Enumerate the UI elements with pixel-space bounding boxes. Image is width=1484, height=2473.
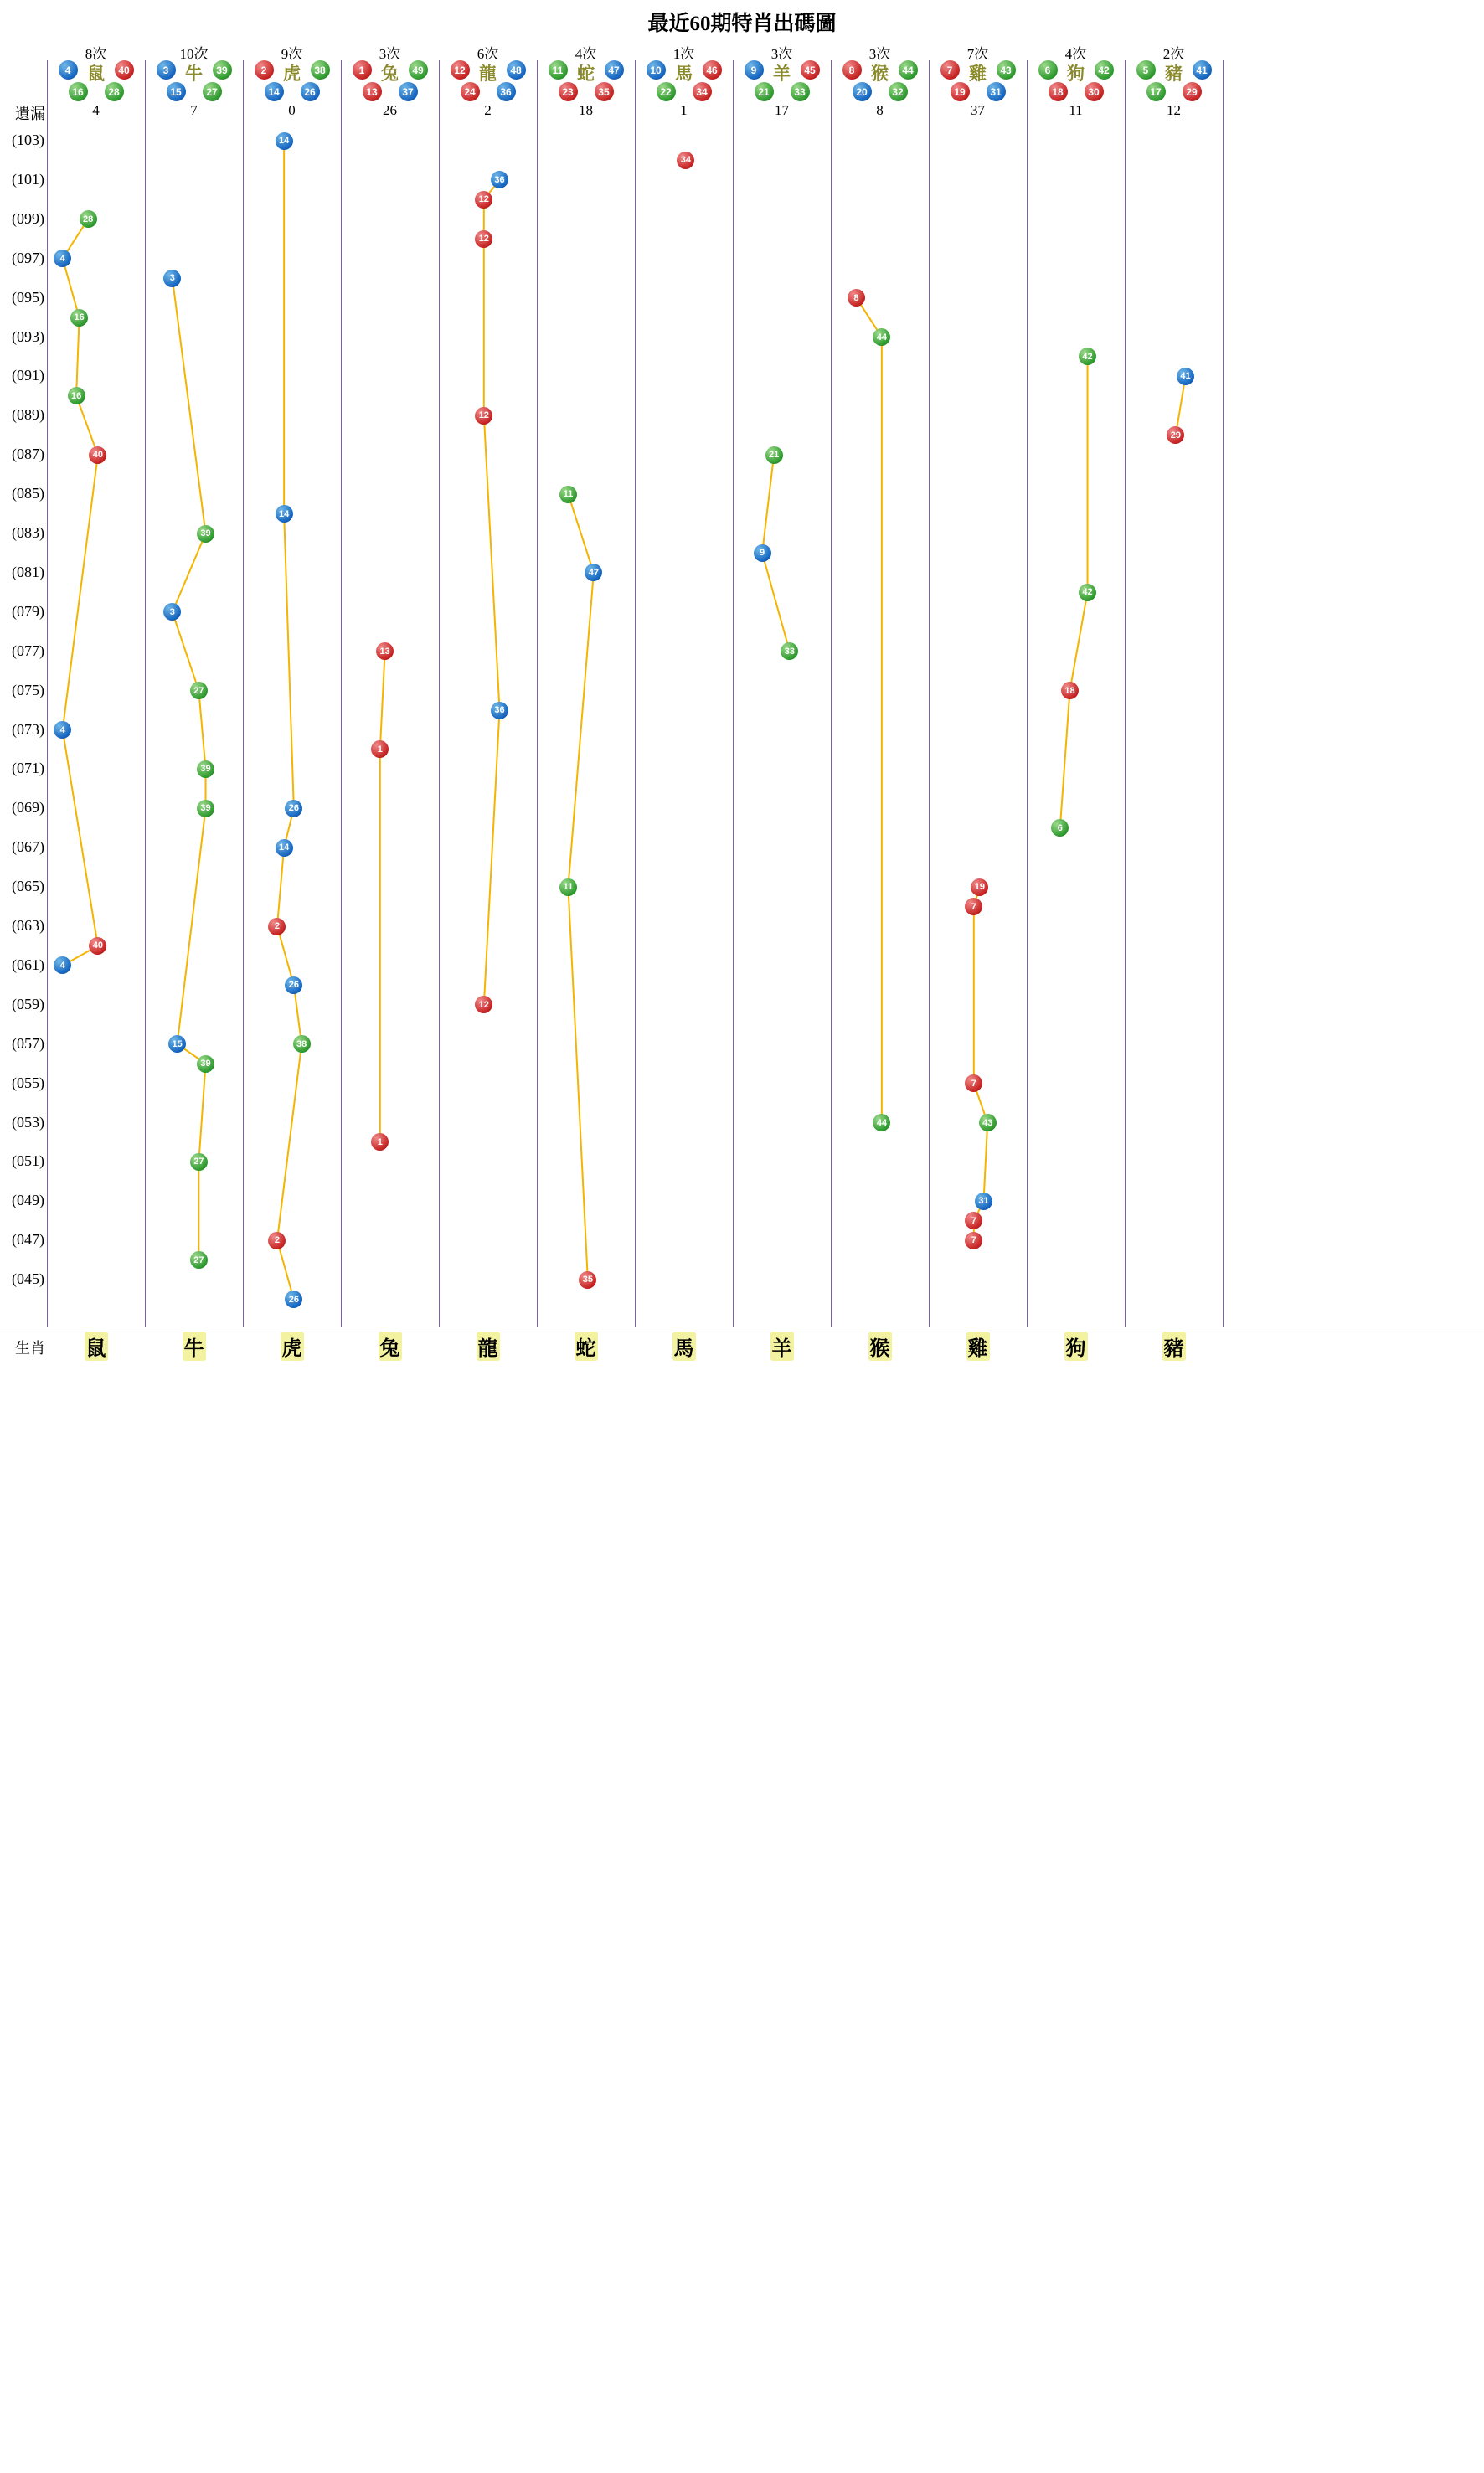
data-point-ball[interactable]: 26 [285, 800, 302, 817]
data-point-ball[interactable]: 7 [965, 1074, 982, 1092]
header-zodiac-char: 虎 [283, 64, 301, 84]
column-omission-value: 37 [971, 102, 985, 118]
header-ball[interactable]: 26 [301, 82, 320, 101]
period-row-label: (059) [12, 995, 44, 1012]
header-zodiac-char: 鼠 [87, 64, 105, 84]
header-ball[interactable]: 38 [311, 60, 330, 80]
data-point-ball[interactable]: 8 [848, 289, 865, 307]
period-row-label: (091) [12, 367, 44, 384]
footer-zodiac-label: 兔 [379, 1332, 402, 1361]
column-omission-value: 1 [680, 102, 688, 118]
footer-row-label: 生肖 [15, 1340, 45, 1358]
data-point-ball[interactable]: 34 [677, 152, 694, 169]
data-point-ball[interactable]: 12 [475, 996, 492, 1013]
footer-zodiac-label: 牛 [183, 1332, 206, 1361]
header-ball[interactable]: 3 [157, 60, 176, 80]
header-ball[interactable]: 20 [853, 82, 872, 101]
period-row-label: (047) [12, 1231, 44, 1249]
data-point-ball[interactable]: 18 [1061, 682, 1079, 699]
data-point-ball[interactable]: 7 [965, 1212, 982, 1229]
footer-zodiac-label: 龍 [477, 1332, 500, 1361]
header-ball[interactable]: 1 [353, 60, 372, 80]
period-row-label: (057) [12, 1034, 44, 1052]
column-omission-value: 11 [1069, 102, 1083, 118]
data-point-ball[interactable]: 27 [190, 682, 208, 699]
period-row-label: (077) [12, 641, 44, 659]
data-point-ball[interactable]: 36 [491, 702, 508, 719]
data-point-ball[interactable]: 4 [54, 956, 71, 974]
header-ball[interactable]: 5 [1136, 60, 1156, 80]
header-ball[interactable]: 29 [1183, 82, 1202, 101]
header-ball[interactable]: 16 [69, 82, 88, 101]
header-ball[interactable]: 44 [899, 60, 918, 80]
period-row-label: (065) [12, 878, 44, 895]
period-row-label: (103) [12, 131, 44, 148]
data-point-ball[interactable]: 27 [190, 1153, 208, 1171]
period-row-label: (097) [12, 249, 44, 266]
period-row-label: (083) [12, 524, 44, 541]
header-zodiac-char: 馬 [675, 64, 693, 84]
header-ball[interactable]: 31 [987, 82, 1006, 101]
header-ball[interactable]: 19 [951, 82, 970, 101]
header-ball[interactable]: 35 [595, 82, 614, 101]
data-point-ball[interactable]: 14 [276, 839, 293, 857]
data-point-ball[interactable]: 4 [54, 250, 71, 267]
column-count: 9次 [281, 46, 303, 62]
header-ball[interactable]: 46 [703, 60, 722, 80]
header-ball[interactable]: 47 [605, 60, 624, 80]
series-line [380, 652, 385, 1142]
period-row-label: (101) [12, 170, 44, 188]
data-point-ball[interactable]: 12 [475, 407, 492, 425]
data-point-ball[interactable]: 6 [1051, 819, 1069, 837]
data-point-ball[interactable]: 3 [163, 603, 181, 621]
data-point-ball[interactable]: 1 [371, 740, 389, 758]
data-point-ball[interactable]: 21 [765, 446, 783, 464]
period-row-label: (099) [12, 209, 44, 227]
header-ball[interactable]: 42 [1095, 60, 1114, 80]
data-point-ball[interactable]: 1 [371, 1133, 389, 1151]
data-point-ball[interactable]: 47 [585, 564, 602, 581]
header-zodiac-char: 猴 [871, 64, 889, 84]
data-point-ball[interactable]: 42 [1079, 348, 1096, 365]
footer-zodiac-label: 蛇 [575, 1332, 598, 1361]
data-point-ball[interactable]: 15 [168, 1035, 186, 1053]
data-point-ball[interactable]: 13 [376, 642, 394, 660]
period-row-label: (085) [12, 485, 44, 502]
footer-zodiac-label: 羊 [770, 1332, 794, 1361]
data-point-ball[interactable]: 16 [70, 309, 88, 327]
series-line [63, 219, 98, 966]
column-omission-value: 2 [484, 102, 492, 118]
header-ball[interactable]: 43 [997, 60, 1016, 80]
header-ball[interactable]: 13 [363, 82, 382, 101]
period-row-label: (093) [12, 327, 44, 345]
data-point-ball[interactable]: 41 [1177, 368, 1194, 385]
period-row-label: (063) [12, 917, 44, 934]
data-point-ball[interactable]: 2 [268, 1232, 286, 1249]
header-ball[interactable]: 22 [657, 82, 676, 101]
column-count: 1次 [672, 46, 695, 62]
series-line [974, 887, 987, 1240]
data-point-ball[interactable]: 44 [873, 328, 890, 346]
data-point-ball[interactable]: 16 [68, 387, 85, 404]
data-point-ball[interactable]: 33 [781, 642, 798, 660]
data-point-ball[interactable]: 3 [163, 270, 181, 287]
header-ball[interactable]: 4 [59, 60, 78, 80]
header-zodiac-char: 蛇 [577, 64, 595, 84]
header-zodiac-char: 牛 [185, 64, 203, 84]
footer-zodiac-label: 狗 [1064, 1332, 1088, 1361]
footer-zodiac-label: 馬 [672, 1332, 696, 1361]
header-ball[interactable]: 6 [1038, 60, 1058, 80]
footer-zodiac-label: 猴 [868, 1332, 892, 1361]
column-omission-value: 12 [1167, 102, 1181, 118]
header-ball[interactable]: 2 [255, 60, 274, 80]
period-row-label: (067) [12, 838, 44, 856]
data-point-ball[interactable]: 26 [285, 1291, 302, 1308]
period-row-label: (095) [12, 288, 44, 306]
header-ball[interactable]: 18 [1049, 82, 1068, 101]
header-zodiac-char: 龍 [479, 64, 497, 84]
data-point-ball[interactable]: 27 [190, 1251, 208, 1269]
header-ball[interactable]: 21 [755, 82, 774, 101]
header-ball[interactable]: 41 [1193, 60, 1212, 80]
data-point-ball[interactable]: 40 [89, 937, 106, 955]
header-ball[interactable]: 10 [647, 60, 666, 80]
period-row-label: (061) [12, 956, 44, 973]
data-point-ball[interactable]: 39 [197, 800, 214, 817]
column-count: 3次 [868, 46, 891, 62]
column-count: 6次 [477, 46, 499, 62]
header-ball[interactable]: 34 [693, 82, 712, 101]
column-omission-value: 4 [92, 102, 100, 118]
data-point-ball[interactable]: 7 [965, 898, 982, 915]
data-point-ball[interactable]: 40 [89, 446, 106, 464]
period-row-label: (079) [12, 602, 44, 620]
series-line [277, 141, 301, 1300]
footer-zodiac-label: 虎 [281, 1332, 304, 1361]
header-ball[interactable]: 8 [842, 60, 862, 80]
data-point-ball[interactable]: 9 [754, 544, 771, 562]
header-ball[interactable]: 7 [940, 60, 960, 80]
header-ball[interactable]: 32 [889, 82, 908, 101]
data-point-ball[interactable]: 36 [491, 171, 508, 188]
column-omission-value: 18 [579, 102, 593, 118]
header-ball[interactable]: 30 [1085, 82, 1104, 101]
header-ball[interactable]: 33 [791, 82, 810, 101]
omission-row-label: 遺漏 [15, 106, 45, 122]
header-ball[interactable]: 27 [203, 82, 222, 101]
data-point-ball[interactable]: 28 [80, 210, 97, 228]
header-ball[interactable]: 36 [497, 82, 516, 101]
column-count: 3次 [770, 46, 793, 62]
header-ball[interactable]: 14 [265, 82, 284, 101]
data-point-ball[interactable]: 14 [276, 132, 293, 150]
footer-zodiac-label: 鼠 [85, 1332, 108, 1361]
header-ball[interactable]: 48 [507, 60, 526, 80]
footer-zodiac-label: 豬 [1162, 1332, 1186, 1361]
header-ball[interactable]: 40 [115, 60, 134, 80]
page-title: 最近60期特肖出碼圖 [647, 13, 837, 35]
series-line [484, 180, 500, 1005]
period-row-label: (087) [12, 446, 44, 463]
column-omission-value: 26 [383, 102, 397, 118]
period-row-label: (081) [12, 563, 44, 580]
header-zodiac-char: 兔 [381, 64, 399, 84]
header-ball[interactable]: 39 [213, 60, 232, 80]
column-count: 4次 [1064, 46, 1087, 62]
period-row-label: (073) [12, 720, 44, 738]
period-row-label: (055) [12, 1074, 44, 1091]
header-ball[interactable]: 17 [1146, 82, 1166, 101]
header-ball[interactable]: 11 [549, 60, 568, 80]
column-omission-value: 17 [775, 102, 789, 118]
series-line [856, 298, 881, 1123]
header-ball[interactable]: 23 [559, 82, 578, 101]
data-point-ball[interactable]: 2 [268, 918, 286, 935]
header-zodiac-char: 豬 [1165, 64, 1183, 84]
period-row-label: (069) [12, 799, 44, 817]
header-zodiac-char: 雞 [969, 64, 987, 84]
data-point-ball[interactable]: 35 [579, 1271, 596, 1289]
column-count: 10次 [179, 46, 209, 62]
footer-zodiac-label: 雞 [966, 1332, 990, 1361]
data-point-ball[interactable]: 39 [197, 760, 214, 778]
data-point-ball[interactable]: 4 [54, 721, 71, 739]
data-point-ball[interactable]: 12 [475, 191, 492, 209]
data-point-ball[interactable]: 38 [293, 1035, 311, 1053]
data-point-ball[interactable]: 14 [276, 505, 293, 523]
data-point-ball[interactable]: 26 [285, 976, 302, 994]
data-point-ball[interactable]: 42 [1079, 584, 1096, 601]
data-point-ball[interactable]: 31 [975, 1193, 992, 1210]
header-ball[interactable]: 9 [745, 60, 764, 80]
period-row-label: (051) [12, 1152, 44, 1170]
data-point-ball[interactable]: 39 [197, 525, 214, 543]
column-count: 3次 [379, 46, 401, 62]
header-zodiac-char: 羊 [773, 64, 791, 84]
header-ball[interactable]: 15 [167, 82, 186, 101]
header-zodiac-char: 狗 [1067, 64, 1085, 84]
header-ball[interactable]: 28 [105, 82, 124, 101]
data-point-ball[interactable]: 12 [475, 230, 492, 248]
data-point-ball[interactable]: 11 [559, 878, 577, 896]
period-row-label: (071) [12, 760, 44, 777]
period-row-label: (089) [12, 406, 44, 424]
column-count: 4次 [575, 46, 597, 62]
header-ball[interactable]: 49 [409, 60, 428, 80]
data-point-ball[interactable]: 44 [873, 1114, 890, 1131]
column-omission-value: 8 [876, 102, 884, 118]
column-count: 2次 [1162, 46, 1185, 62]
header-ball[interactable]: 12 [451, 60, 470, 80]
data-point-ball[interactable]: 39 [197, 1055, 214, 1073]
column-omission-value: 0 [288, 102, 296, 118]
period-row-label: (045) [12, 1270, 44, 1288]
data-point-ball[interactable]: 43 [979, 1114, 997, 1131]
period-row-label: (053) [12, 1113, 44, 1131]
header-ball[interactable]: 45 [801, 60, 820, 80]
header-ball[interactable]: 37 [399, 82, 418, 101]
data-point-ball[interactable]: 19 [971, 878, 988, 896]
column-count: 7次 [966, 46, 989, 62]
data-point-ball[interactable]: 11 [559, 486, 577, 503]
column-count: 8次 [85, 46, 107, 62]
data-point-ball[interactable]: 7 [965, 1232, 982, 1249]
period-row-label: (049) [12, 1192, 44, 1209]
column-omission-value: 7 [190, 102, 198, 118]
data-point-ball[interactable]: 29 [1167, 426, 1184, 444]
header-ball[interactable]: 24 [461, 82, 480, 101]
period-row-label: (075) [12, 681, 44, 698]
